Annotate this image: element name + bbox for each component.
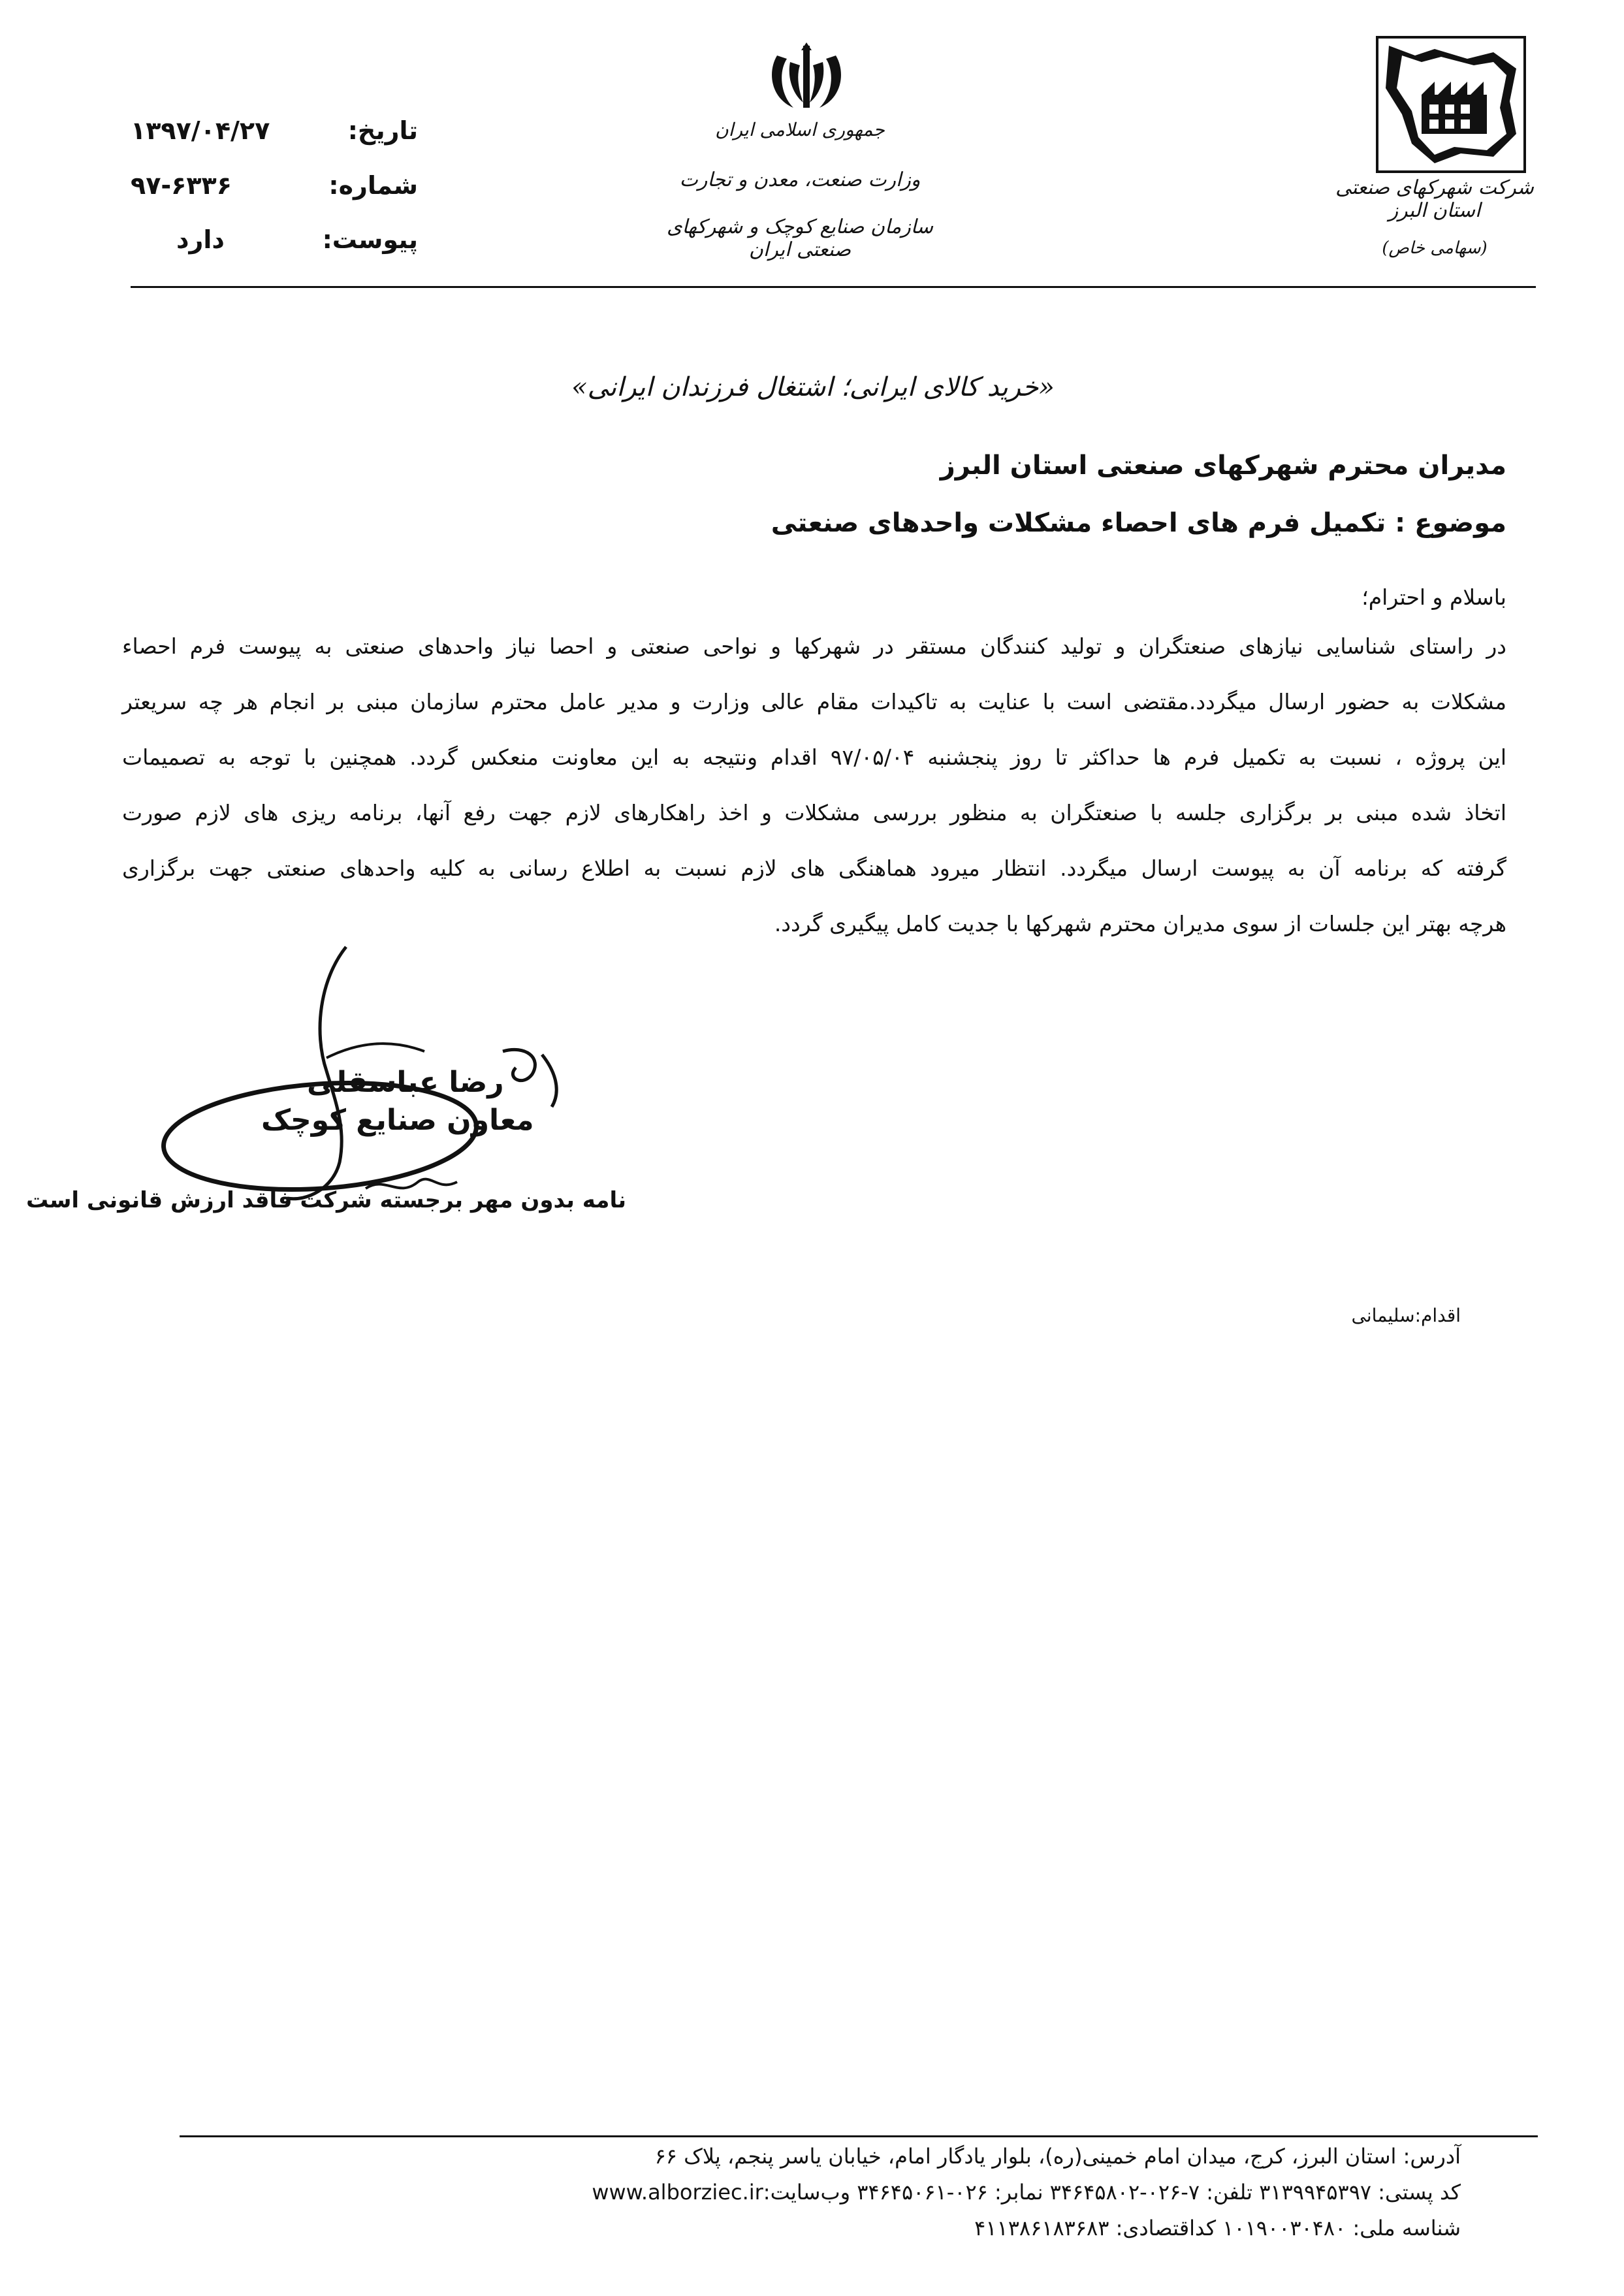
- number-value: ۹۷-۶۳۳۶: [131, 171, 232, 200]
- company-type: (سهامی خاص): [1382, 238, 1488, 258]
- date-label: تاریخ:: [347, 116, 418, 145]
- emblem-line-ministry: وزارت صنعت، معدن و تجارت: [679, 168, 921, 191]
- national-emblem-icon: [764, 42, 849, 114]
- body-line: گرفته که برنامه آن به پیوست ارسال میگردد. انتظار میرود هماهنگی های لازم نسبت به اطلاع رسانی به کلیه واحدهای صنعتی جهت برگزاری: [122, 855, 1506, 881]
- subject: موضوع : تکمیل فرم های احصاء مشکلات واحدهای صنعتی: [771, 508, 1506, 538]
- emblem-line-organization: سازمان صنایع کوچک و شهرکهای صنعتی ایران: [666, 215, 934, 261]
- header-divider: [131, 286, 1536, 288]
- footer-divider: [180, 2135, 1538, 2137]
- footer-address: آدرس: استان البرز، کرج، میدان امام خمینی(ره)، بلوار یادگار امام، خیابان یاسر پنجم، پلاک ۶۶: [654, 2144, 1461, 2169]
- action-by: اقدام:سلیمانی: [1351, 1305, 1461, 1326]
- number-label: شماره:: [328, 171, 418, 200]
- signer-name: رضا عباسقلی: [307, 1066, 504, 1099]
- letter-attachment: [131, 225, 418, 264]
- footer-ids: شناسه ملی: ۱۰۱۹۰۰۳۰۴۸۰ کداقتصادی: ۴۱۱۳۸۶۱۸۳۶۸۳: [974, 2216, 1461, 2240]
- greeting: باسلام و احترام؛: [1361, 584, 1506, 610]
- company-logo: [1376, 36, 1526, 173]
- date-value: ۱۳۹۷/۰۴/۲۷: [131, 116, 270, 145]
- attachment-label: پیوست:: [322, 225, 418, 254]
- recipient: مدیران محترم شهرکهای صنعتی استان البرز: [940, 451, 1506, 481]
- stamp-notice: نامه بدون مهر برجسته شرکت فاقد ارزش قانونی است: [26, 1187, 626, 1213]
- signer-title: معاون صنایع کوچک: [261, 1104, 534, 1137]
- footer-contact: کد پستی: ۳۱۳۹۹۴۵۳۹۷ تلفن: ۷-۰۲۶-۳۴۶۴۵۸۰۲ نمابر: ۰۲۶-۳۴۶۴۵۰۶۱ وب‌سایت:www.alborziec.ir: [592, 2180, 1461, 2205]
- emblem-line-republic: جمهوری اسلامی ایران: [715, 119, 885, 140]
- body-line: این پروژه ، نسبت به تکمیل فرم ها حداکثر تا روز پنجشنبه ۹۷/۰۵/۰۴ اقدام ونتیجه به این معاونت منعکس گردد. همچنین با توجه به تصمیمات: [122, 744, 1506, 770]
- letter-number: [131, 171, 418, 210]
- letter-date: [131, 116, 418, 155]
- company-name: شرکت شهرکهای صنعتی استان البرز: [1335, 176, 1534, 222]
- body-line: اتخاذ شده مبنی بر برگزاری جلسه با صنعتگران به منظور بررسی مشکلات و اخذ راهکارهای لازم جهت رفع آنها، برنامه ریزی های لازم صورت: [122, 800, 1506, 825]
- attachment-value: دارد: [176, 225, 225, 254]
- slogan: «خرید کالای ایرانی؛ اشتغال فرزندان ایرانی»: [571, 372, 1055, 402]
- body-line: مشکلات به حضور ارسال میگردد.مقتضی است با عنایت به تاکیدات مقام عالی وزارت و مدیر عامل محترم سازمان مبنی بر انجام هر چه سریعتر: [122, 689, 1506, 714]
- body-line: در راستای شناسایی نیازهای صنعتگران و تولید کنندگان مستقر در شهرکها و نواحی صنعتی و احصا نیاز واحدهای صنعتی به پیوست فرم احصاء: [122, 633, 1506, 659]
- body-line: هرچه بهتر این جلسات از سوی مدیران محترم شهرکها با جدیت کامل پیگیری گردد.: [774, 911, 1506, 936]
